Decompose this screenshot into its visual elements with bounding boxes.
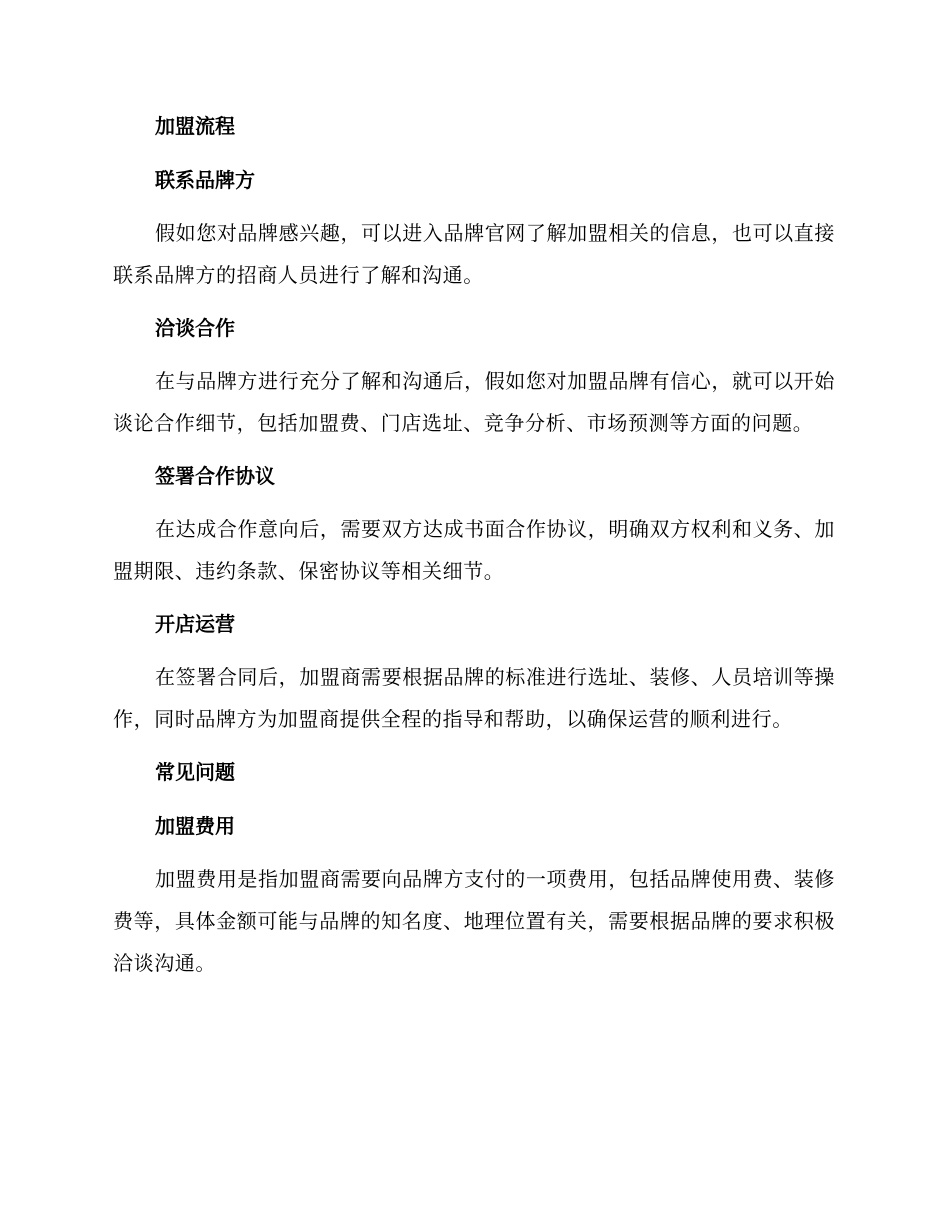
section-heading-sign-agreement: 签署合作协议 (155, 464, 275, 488)
paragraph-contact-brand: 假如您对品牌感兴趣，可以进入品牌官网了解加盟相关的信息，也可以直接联系品牌方的招商人员进行了解和沟通。 (113, 221, 835, 287)
section-heading-negotiate: 洽谈合作 (155, 316, 235, 340)
section-heading-franchise-fee: 加盟费用 (155, 814, 235, 838)
paragraph-negotiate: 在与品牌方进行充分了解和沟通后，假如您对加盟品牌有信心，就可以开始谈论合作细节，包括加盟费、门店选址、竞争分析、市场预测等方面的问题。 (113, 369, 835, 435)
paragraph-franchise-fee: 加盟费用是指加盟商需要向品牌方支付的一项费用，包括品牌使用费、装修费等，具体金额可能与品牌的知名度、地理位置有关，需要根据品牌的要求积极洽谈沟通。 (113, 867, 835, 975)
section-heading-franchise-process: 加盟流程 (155, 114, 235, 138)
paragraph-sign-agreement: 在达成合作意向后，需要双方达成书面合作协议，明确双方权利和义务、加盟期限、违约条款、保密协议等相关细节。 (113, 517, 835, 583)
document-body (113, 104, 835, 994)
section-heading-contact-brand: 联系品牌方 (155, 168, 255, 192)
section-heading-open-store: 开店运营 (155, 612, 235, 636)
section-heading-faq: 常见问题 (155, 760, 235, 784)
paragraph-open-store: 在签署合同后，加盟商需要根据品牌的标准进行选址、装修、人员培训等操作，同时品牌方为加盟商提供全程的指导和帮助，以确保运营的顺利进行。 (113, 665, 835, 731)
